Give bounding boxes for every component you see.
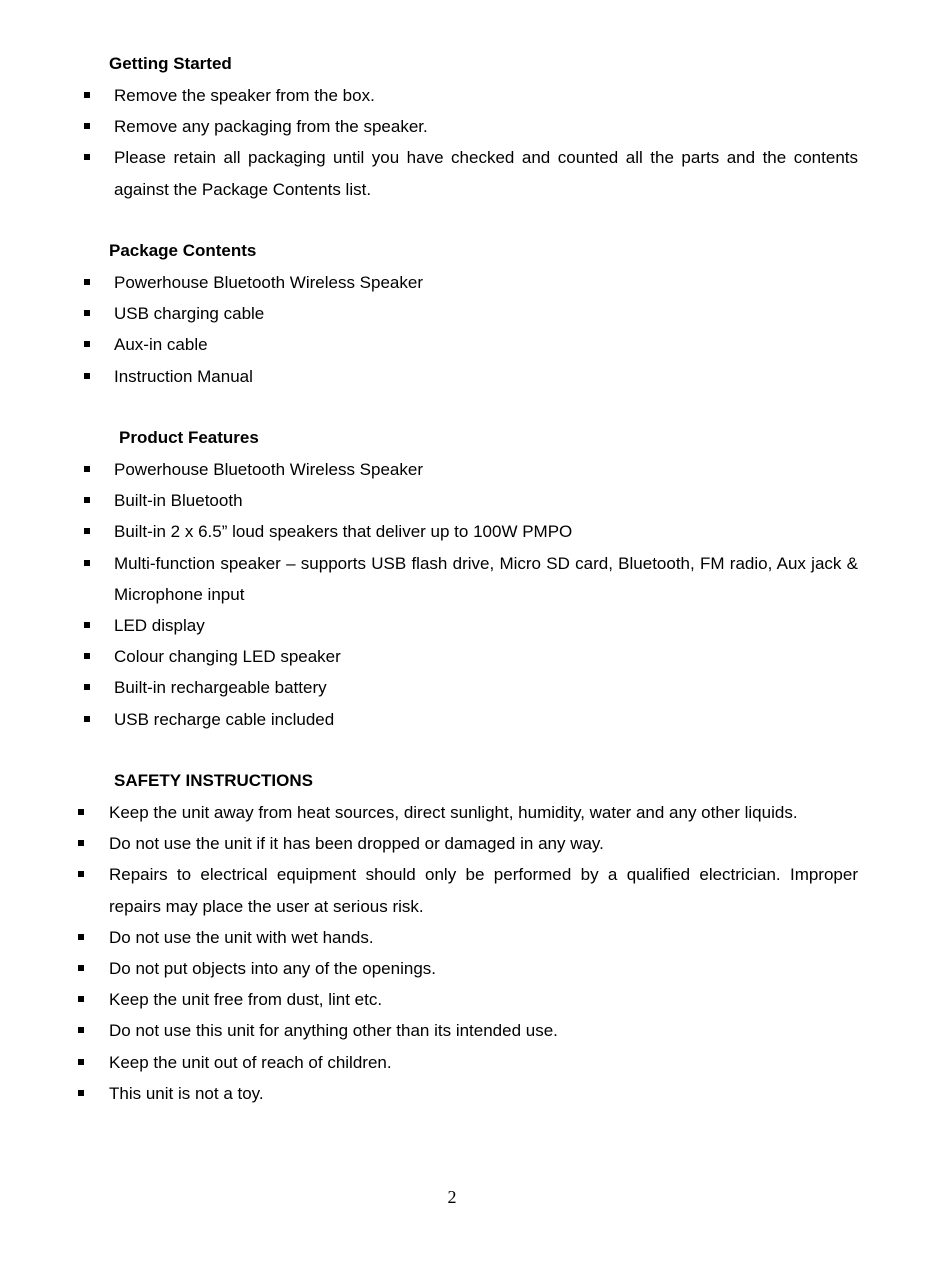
list-item [0,1015,950,1046]
list-item-text: Do not put objects into any of the openings. [109,959,437,979]
bullet-icon [78,934,84,940]
list-item-text: Please retain all packaging until you have checked and counted all the parts and the contents against the Package Contents list. [114,148,858,199]
list-item-text: Do not use the unit if it has been dropped or damaged in any way. [109,834,604,854]
list-item [0,922,950,953]
list-item [0,1078,950,1109]
list-item-text: Powerhouse Bluetooth Wireless Speaker [114,460,423,479]
bullet-icon [84,560,90,566]
list-item [0,859,950,921]
list-item-text: Keep the unit out of reach of children. [109,1052,392,1072]
list-item [0,797,950,828]
list-item-text: Do not use the unit with wet hands. [109,927,374,947]
list-item [0,828,950,859]
bullet-icon [84,279,90,285]
list-item-text: Powerhouse Bluetooth Wireless Speaker [114,273,423,292]
bullet-icon [78,809,84,815]
list-item-text: Remove the speaker from the box. [114,86,375,105]
list-item-text: LED display [114,616,205,636]
getting-started-heading: Getting Started [109,54,232,73]
list-item-text: USB recharge cable included [114,709,335,729]
list-item-text: Built-in 2 x 6.5” loud speakers that deliver up to 100W PMPO [114,522,573,542]
list-item [0,610,950,641]
bullet-icon [84,528,90,534]
list-item [0,548,950,610]
list-item-text: USB charging cable [114,304,265,324]
list-item [0,485,950,516]
bullet-icon [84,497,90,503]
list-item-text: Built-in Bluetooth [114,491,243,511]
bullet-icon [78,871,84,877]
bullet-icon [84,466,90,472]
safety-instructions-list [0,797,950,1109]
list-item-text: Instruction Manual [114,366,253,386]
list-item [0,454,950,485]
list-item-text: Repairs to electrical equipment should only be performed by a qualified electrician. Improper repairs may place the user at serious risk. [109,865,858,916]
list-item [0,984,950,1015]
list-item-text: Colour changing LED speaker [114,647,341,667]
safety-instructions-heading: SAFETY INSTRUCTIONS [114,771,313,790]
list-item [0,672,950,703]
list-item-text: Remove any packaging from the speaker. [114,117,428,137]
list-item [0,516,950,547]
list-item-text: Keep the unit free from dust, lint etc. [109,990,383,1010]
list-item-text: Aux-in cable [114,335,208,355]
bullet-icon [78,1090,84,1096]
list-item-text: Built-in rechargeable battery [114,678,327,698]
list-item-text: Multi-function speaker – supports USB flash drive, Micro SD card, Bluetooth, FM radio, Aux jack & Microphone input [114,553,858,604]
list-item [0,641,950,672]
list-item [0,80,950,111]
bullet-icon [84,653,90,659]
bullet-icon [78,1027,84,1033]
list-item [0,329,950,360]
list-item [0,267,950,298]
product-features-list [0,454,950,735]
bullet-icon [84,123,90,129]
package-contents-list [0,267,950,392]
list-item [0,142,950,204]
bullet-icon [84,622,90,628]
bullet-icon [78,965,84,971]
bullet-icon [84,716,90,722]
list-item-text: Do not use this unit for anything other than its intended use. [109,1021,558,1041]
list-item [0,111,950,142]
bullet-icon [78,840,84,846]
bullet-icon [84,373,90,379]
bullet-icon [78,1059,84,1065]
list-item-text: This unit is not a toy. [109,1083,264,1103]
list-item [0,953,950,984]
bullet-icon [84,92,90,98]
bullet-icon [84,154,90,160]
package-contents-heading: Package Contents [109,241,257,260]
getting-started-list [0,80,950,205]
bullet-icon [78,996,84,1002]
list-item [0,704,950,735]
bullet-icon [84,341,90,347]
page-number: 2 [447,1187,457,1207]
list-item [0,298,950,329]
list-item [0,361,950,392]
product-features-heading: Product Features [119,428,259,447]
bullet-icon [84,310,90,316]
list-item [0,1047,950,1078]
list-item-text: Keep the unit away from heat sources, direct sunlight, humidity, water and any other liquids. [109,803,798,822]
bullet-icon [84,684,90,690]
